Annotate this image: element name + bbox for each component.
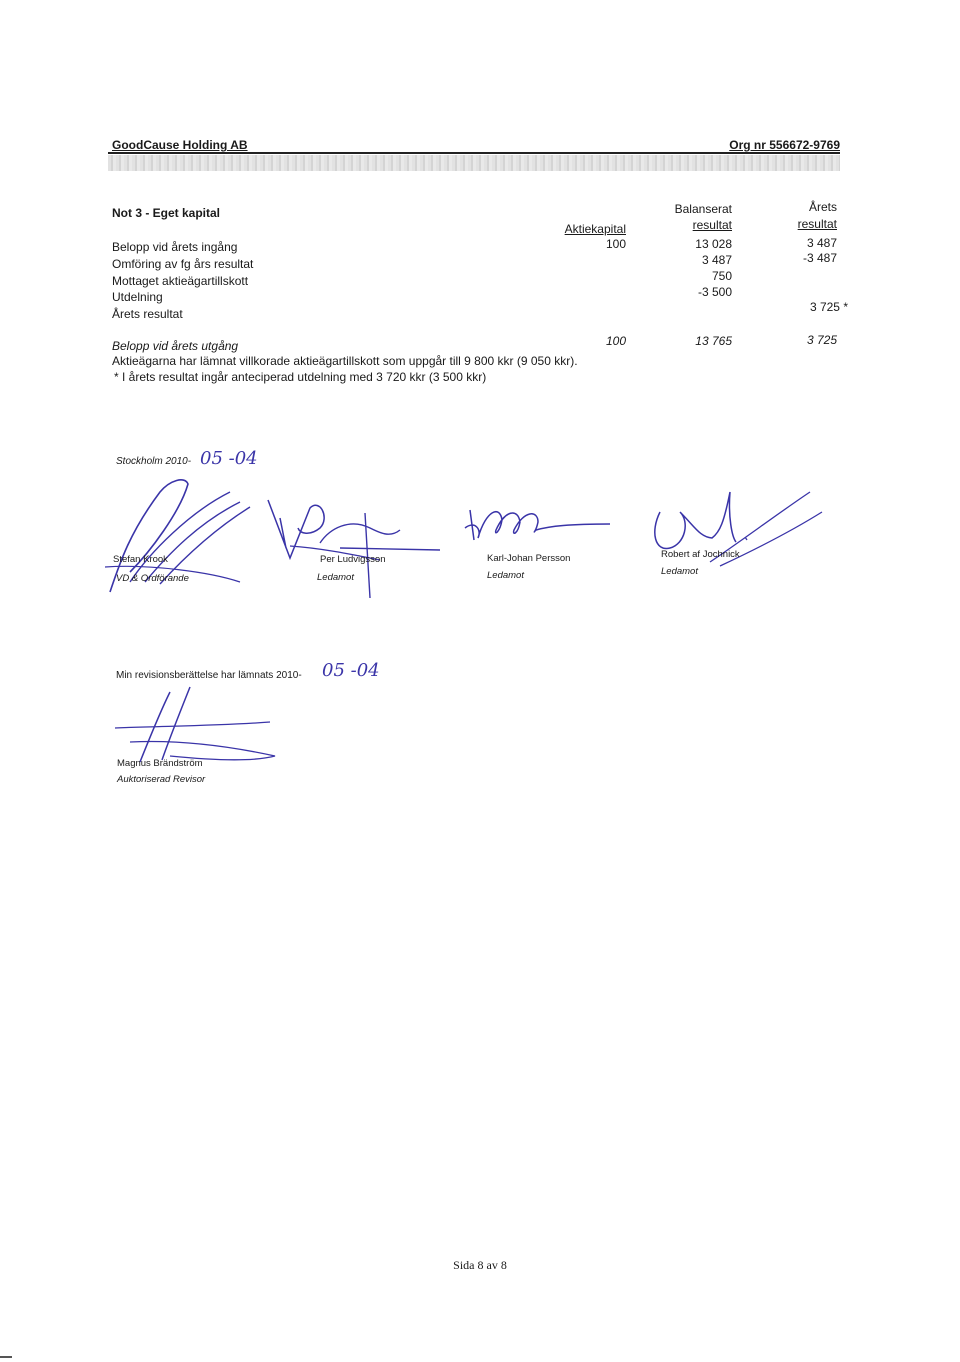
cell-arets: 3 725 — [806, 333, 837, 347]
signer-name: Stefan Krook — [113, 554, 168, 565]
cell-balanserat: 750 — [711, 269, 732, 283]
page-footer: Sida 8 av 8 — [453, 1258, 507, 1272]
cell-balanserat: 13 028 — [695, 237, 732, 251]
place-date: Stockholm 2010- — [116, 456, 192, 467]
audit-statement: Min revisionsberättelse har lämnats 2010- — [116, 670, 302, 681]
signer-name: Karl-Johan Persson — [487, 553, 571, 564]
cell-balanserat: -3 500 — [697, 285, 732, 299]
header-scan-band — [108, 155, 840, 171]
row-label: Belopp vid årets ingång — [112, 240, 238, 254]
remark-shareholder-contribution: Aktieägarna har lämnat villkorade aktieägartillskott som uppgår till 9 800 kkr (9 050 kkr). — [112, 354, 578, 368]
row-label: Mottaget aktieägartillskott — [112, 274, 249, 288]
col-header-arets-sub: resultat — [797, 217, 837, 231]
company-name: GoodCause Holding AB — [112, 138, 248, 152]
row-label: Belopp vid årets utgång — [112, 339, 239, 353]
signature-per-ludvigsson — [260, 488, 460, 598]
remark-anticipated-dividend: * I årets resultat ingår anteciperad utdelning med 3 720 kkr (3 500 kkr) — [114, 370, 487, 384]
note-title: Not 3 - Eget kapital — [112, 206, 221, 220]
cell-arets: 3 487 — [806, 236, 837, 250]
audit-handwritten-date: 05 -04 — [322, 660, 380, 681]
auditor-role: Auktoriserad Revisor — [117, 774, 206, 785]
cell-arets: -3 487 — [802, 251, 837, 265]
auditor-name: Magnus Brändström — [117, 758, 203, 769]
signer-role: Ledamot — [317, 572, 354, 583]
col-header-balanserat: Balanserat — [674, 202, 732, 216]
cell-aktiekapital: 100 — [605, 334, 626, 348]
handwritten-date: 05 -04 — [200, 448, 258, 469]
col-header-aktiekapital: Aktiekapital — [564, 222, 626, 236]
signer-role: Ledamot — [661, 566, 698, 577]
signer-role: Ledamot — [487, 570, 524, 581]
header-rule — [108, 152, 840, 154]
row-label: Omföring av fg års resultat — [112, 257, 254, 271]
org-number: Org nr 556672-9769 — [729, 138, 840, 152]
scan-corner-mark — [0, 1356, 12, 1358]
cell-balanserat: 13 765 — [695, 334, 732, 348]
cell-arets: 3 725 * — [809, 300, 848, 314]
row-label: Utdelning — [112, 290, 163, 304]
signer-role: VD & Ordförande — [116, 573, 189, 584]
signature-karl-johan-persson — [460, 490, 620, 560]
col-header-arets: Årets — [808, 200, 837, 214]
signer-name: Per Ludvigsson — [320, 554, 386, 565]
cell-aktiekapital: 100 — [605, 237, 626, 251]
col-header-balanserat-sub: resultat — [692, 218, 732, 232]
row-label: Årets resultat — [112, 307, 183, 321]
cell-balanserat: 3 487 — [701, 253, 732, 267]
signer-name: Robert af Jochnick — [661, 549, 740, 560]
